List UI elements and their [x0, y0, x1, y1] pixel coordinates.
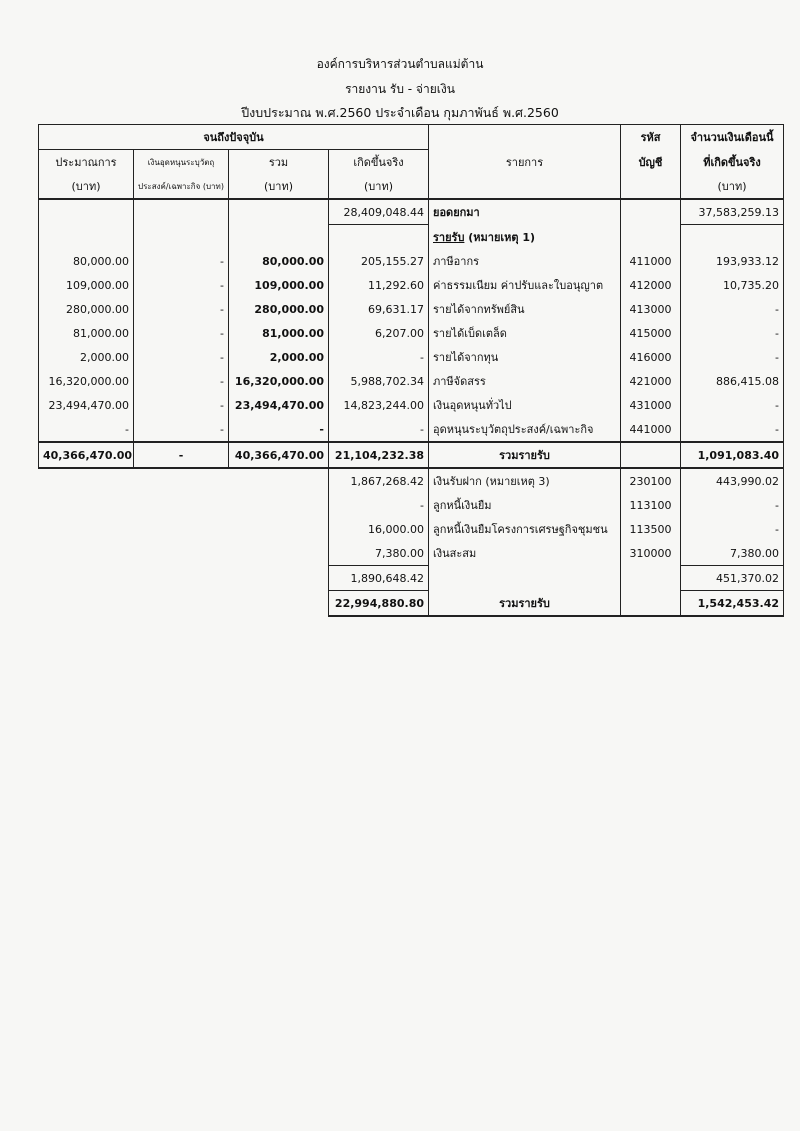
item-cell: ลูกหนี้เงินยืม — [429, 493, 621, 517]
month-cell: - — [681, 321, 784, 345]
grand-total-month: 1,542,453.42 — [681, 591, 784, 617]
col-actual-header: เกิดขึ้นจริง — [329, 150, 429, 175]
item-cell: รายได้จากทรัพย์สิน — [429, 297, 621, 321]
total-cell: 16,320,000.00 — [229, 369, 329, 393]
month-cell: - — [681, 517, 784, 541]
carry-forward-actual: 28,409,048.44 — [329, 199, 429, 225]
other-subtotal-row — [39, 566, 784, 591]
actual-cell: 14,823,244.00 — [329, 393, 429, 417]
item-cell: ภาษีอากร — [429, 249, 621, 273]
income-row — [39, 273, 784, 297]
item-cell: ภาษีจัดสรร — [429, 369, 621, 393]
actual-cell: 69,631.17 — [329, 297, 429, 321]
actual-cell: 1,867,268.42 — [329, 468, 429, 493]
actual-cell: 16,000.00 — [329, 517, 429, 541]
code-cell: 412000 — [621, 273, 681, 297]
month-cell: 10,735.20 — [681, 273, 784, 297]
code-cell: 421000 — [621, 369, 681, 393]
col-code-header: รหัส — [621, 125, 681, 150]
income-heading-row — [39, 225, 784, 250]
budget-cell: - — [39, 417, 134, 442]
month-cell: 193,933.12 — [681, 249, 784, 273]
col-budget-header: ประมาณการ — [39, 150, 134, 175]
other-row — [39, 541, 784, 566]
income-total-subsidy: - — [134, 442, 229, 468]
total-cell: - — [229, 417, 329, 442]
total-cell: 81,000.00 — [229, 321, 329, 345]
other-subtotal-month: 451,370.02 — [681, 566, 784, 591]
total-cell: 2,000.00 — [229, 345, 329, 369]
income-row — [39, 417, 784, 442]
actual-cell: - — [329, 493, 429, 517]
receipts-table — [38, 124, 784, 617]
income-row — [39, 249, 784, 273]
budget-cell: 109,000.00 — [39, 273, 134, 297]
report-period: ปีงบประมาณ พ.ศ.2560 ประจำเดือน กุมภาพันธ์ พ.ศ.2560 — [241, 105, 559, 120]
actual-cell: 6,207.00 — [329, 321, 429, 345]
subsidy-cell: - — [134, 345, 229, 369]
header-row-2 — [39, 150, 784, 175]
code-cell: 431000 — [621, 393, 681, 417]
month-cell: - — [681, 417, 784, 442]
income-row — [39, 393, 784, 417]
subsidy-cell: - — [134, 417, 229, 442]
item-cell: ค่าธรรมเนียม ค่าปรับและใบอนุญาต — [429, 273, 621, 297]
item-cell: ลูกหนี้เงินยืมโครงการเศรษฐกิจชุมชน — [429, 517, 621, 541]
income-total-month: 1,091,083.40 — [681, 442, 784, 468]
other-row — [39, 493, 784, 517]
budget-cell: 80,000.00 — [39, 249, 134, 273]
carry-forward-label: ยอดยกมา — [429, 199, 621, 225]
other-row — [39, 517, 784, 541]
header-row-3 — [39, 174, 784, 199]
code-cell: 113500 — [621, 517, 681, 541]
subsidy-cell: - — [134, 249, 229, 273]
col-month-header-2: ที่เกิดขึ้นจริง — [681, 150, 784, 175]
code-cell: 415000 — [621, 321, 681, 345]
item-cell: อุดหนุนระบุวัตถุประสงค์/เฉพาะกิจ — [429, 417, 621, 442]
income-total-row — [39, 442, 784, 468]
income-heading-note: (หมายเหตุ 1) — [468, 230, 536, 244]
income-row — [39, 321, 784, 345]
subsidy-cell: - — [134, 393, 229, 417]
actual-cell: 5,988,702.34 — [329, 369, 429, 393]
col-subsidy-header: เงินอุดหนุนระบุวัตถุ — [134, 150, 229, 175]
other-row — [39, 468, 784, 493]
budget-cell: 16,320,000.00 — [39, 369, 134, 393]
code-cell: 113100 — [621, 493, 681, 517]
col-group-header: จนถึงปัจจุบัน — [39, 125, 429, 150]
grand-total-label: รวมรายรับ — [429, 591, 621, 617]
income-total-budget: 40,366,470.00 — [39, 442, 134, 468]
budget-cell: 2,000.00 — [39, 345, 134, 369]
item-cell: เงินรับฝาก (หมายเหตุ 3) — [429, 468, 621, 493]
subsidy-cell: - — [134, 297, 229, 321]
unit-label: (บาท) — [329, 174, 429, 199]
code-cell: 310000 — [621, 541, 681, 566]
carry-forward-row — [39, 199, 784, 225]
actual-cell: 7,380.00 — [329, 541, 429, 566]
budget-cell: 280,000.00 — [39, 297, 134, 321]
actual-cell: 205,155.27 — [329, 249, 429, 273]
col-item-header: รายการ — [429, 150, 621, 175]
actual-cell: 11,292.60 — [329, 273, 429, 297]
item-cell: รายได้จากทุน — [429, 345, 621, 369]
month-cell: - — [681, 297, 784, 321]
month-cell: - — [681, 345, 784, 369]
unit-label: (บาท) — [39, 174, 134, 199]
income-heading: รายรับ — [433, 230, 465, 244]
month-cell: - — [681, 393, 784, 417]
income-row — [39, 297, 784, 321]
col-code-header-2: บัญชี — [621, 150, 681, 175]
subsidy-cell: - — [134, 273, 229, 297]
month-cell: 886,415.08 — [681, 369, 784, 393]
income-total-actual: 21,104,232.38 — [329, 442, 429, 468]
col-subsidy-header-2: ประสงค์/เฉพาะกิจ (บาท) — [134, 174, 229, 199]
total-cell: 280,000.00 — [229, 297, 329, 321]
actual-cell: - — [329, 417, 429, 442]
item-cell: เงินสะสม — [429, 541, 621, 566]
subsidy-cell: - — [134, 369, 229, 393]
col-month-header: จำนวนเงินเดือนนี้ — [681, 125, 784, 150]
item-cell: รายได้เบ็ดเตล็ด — [429, 321, 621, 345]
total-cell: 23,494,470.00 — [229, 393, 329, 417]
code-cell: 413000 — [621, 297, 681, 321]
grand-total-actual: 22,994,880.80 — [329, 591, 429, 617]
month-cell: - — [681, 493, 784, 517]
carry-forward-month: 37,583,259.13 — [681, 199, 784, 225]
total-cell: 80,000.00 — [229, 249, 329, 273]
income-row — [39, 345, 784, 369]
code-cell: 441000 — [621, 417, 681, 442]
budget-cell: 81,000.00 — [39, 321, 134, 345]
report-title: รายงาน รับ - จ่ายเงิน — [345, 82, 455, 96]
code-cell: 411000 — [621, 249, 681, 273]
budget-cell: 23,494,470.00 — [39, 393, 134, 417]
col-total-header: รวม — [229, 150, 329, 175]
code-cell: 416000 — [621, 345, 681, 369]
total-cell: 109,000.00 — [229, 273, 329, 297]
unit-label: (บาท) — [229, 174, 329, 199]
income-row — [39, 369, 784, 393]
income-total-total: 40,366,470.00 — [229, 442, 329, 468]
income-total-label: รวมรายรับ — [429, 442, 621, 468]
item-cell: เงินอุดหนุนทั่วไป — [429, 393, 621, 417]
unit-label: (บาท) — [681, 174, 784, 199]
other-subtotal-actual: 1,890,648.42 — [329, 566, 429, 591]
subsidy-cell: - — [134, 321, 229, 345]
grand-total-row — [39, 591, 784, 617]
month-cell: 443,990.02 — [681, 468, 784, 493]
month-cell: 7,380.00 — [681, 541, 784, 566]
code-cell: 230100 — [621, 468, 681, 493]
org-name: องค์การบริหารส่วนตำบลแม่ต้าน — [316, 57, 484, 71]
header-row-1 — [39, 125, 784, 150]
actual-cell: - — [329, 345, 429, 369]
